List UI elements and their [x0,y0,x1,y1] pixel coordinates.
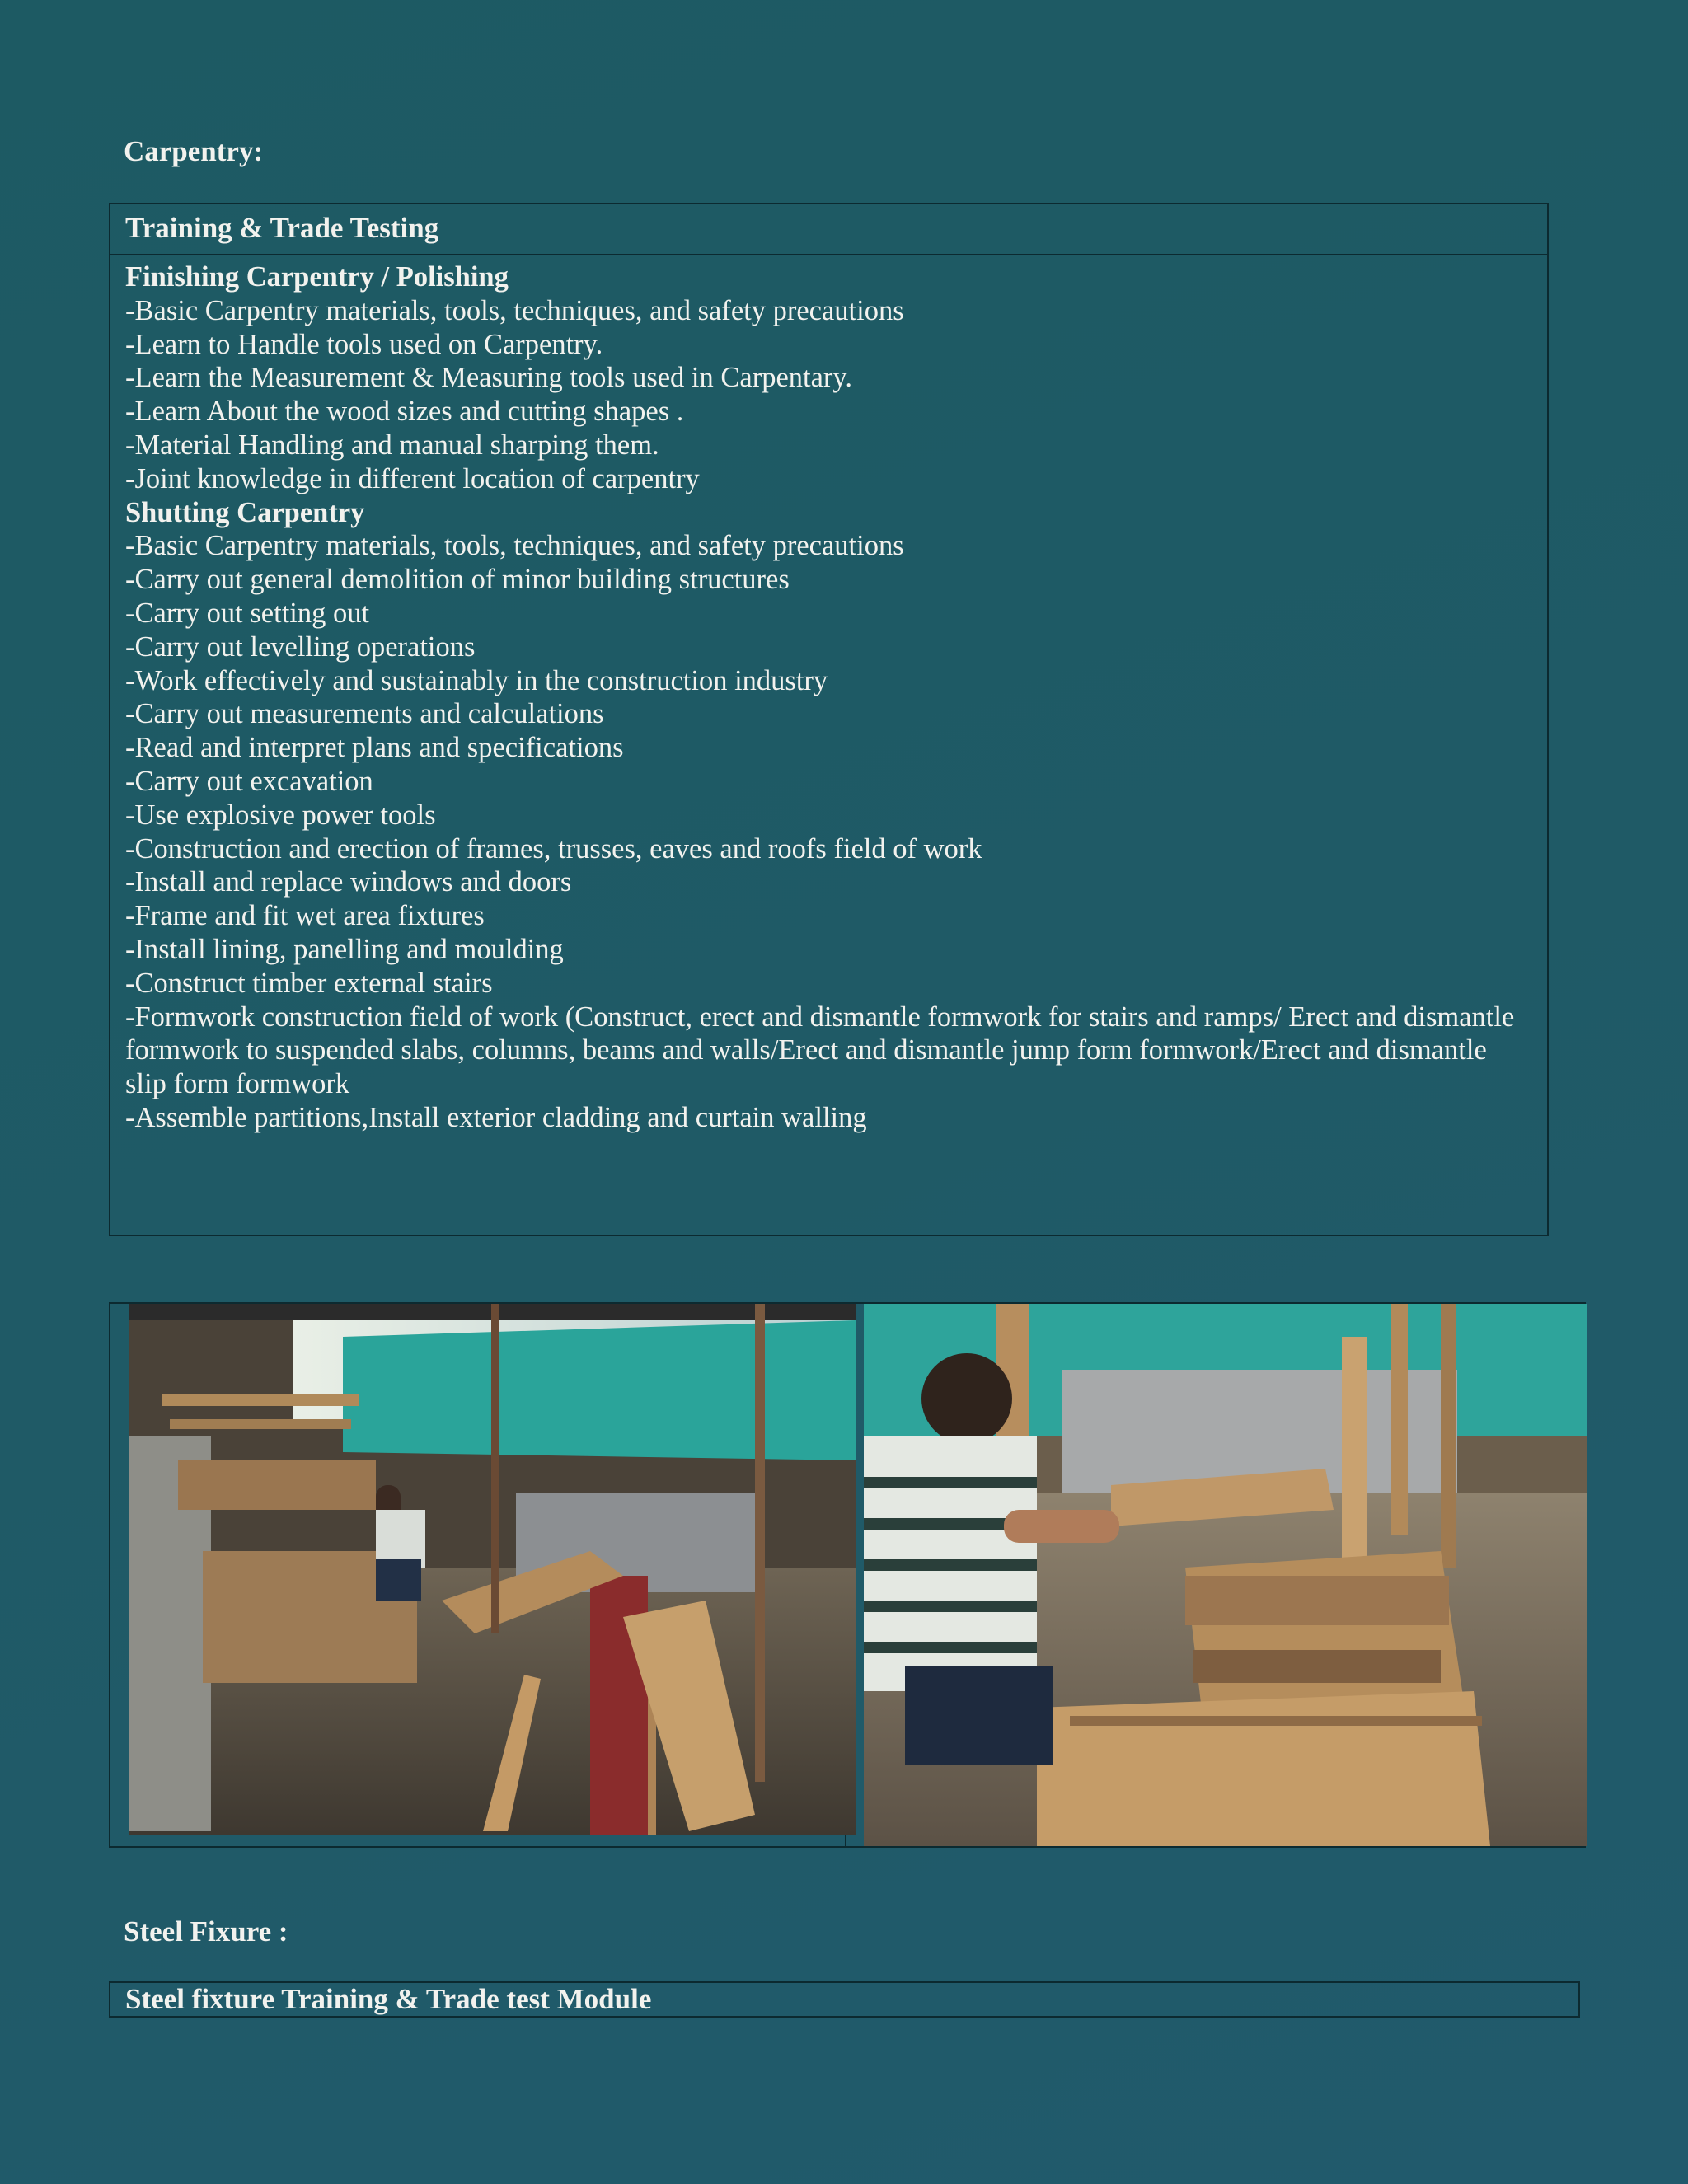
list-item: -Install and replace windows and doors [125,866,572,898]
list-item: -Construct timber external stairs [125,967,493,999]
steel-table-header: Steel fixture Training & Trade test Module [125,1983,652,2015]
list-item: -Learn to Handle tools used on Carpentry. [125,328,603,360]
list-item: -Carry out general demolition of minor building structures [125,564,790,596]
carpentry-heading: Carpentry: [124,135,264,167]
list-item: -Carry out levelling operations [125,630,476,663]
list-item: -Frame and fit wet area fixtures [125,900,485,932]
list-item: -Carry out measurements and calculations [125,698,604,730]
list-item: -Work effectively and sustainably in the construction industry [125,664,828,696]
list-item: -Basic Carpentry materials, tools, techniques, and safety precautions [125,530,904,562]
list-item: -Joint knowledge in different location of carpentry [125,462,700,494]
shutting-carpentry-title: Shutting Carpentry [125,496,365,528]
list-item: -Assemble partitions,Install exterior cladding and curtain walling [125,1101,867,1133]
training-table-body [110,255,1547,1135]
list-item: -Carry out setting out [125,597,370,629]
list-item: -Install lining, panelling and moulding [125,933,564,965]
finishing-carpentry-title: Finishing Carpentry / Polishing [125,261,509,293]
list-item: -Learn About the wood sizes and cutting shapes . [125,396,684,428]
steel-table [109,1981,1580,2018]
workshop-photo-left [129,1304,856,1835]
list-item: -Material Handling and manual sharping them. [125,429,659,461]
list-item: -Carry out excavation [125,765,373,797]
workshop-photo-right [864,1304,1587,1846]
list-item: -Construction and erection of frames, trusses, eaves and roofs field of work [125,832,982,865]
list-item: -Use explosive power tools [125,799,436,831]
list-item: -Formwork construction field of work (Construct, erect and dismantle formwork for stairs and ramps/ Erect and dismantle formwork to suspended slabs, columns, beams and walls/Erect and dismantle jump form formwork/Erect and dismantle slip form formwork [125,1001,1515,1100]
list-item: -Read and interpret plans and specifications [125,732,624,764]
steel-heading: Steel Fixure : [124,1915,288,1947]
list-item: -Learn the Measurement & Measuring tools used in Carpentary. [125,362,853,394]
photo-table [109,1302,1586,1848]
list-item: -Basic Carpentry materials, tools, techniques, and safety precautions [125,294,904,326]
training-table-header: Training & Trade Testing [110,204,1547,255]
training-table [109,203,1549,1236]
